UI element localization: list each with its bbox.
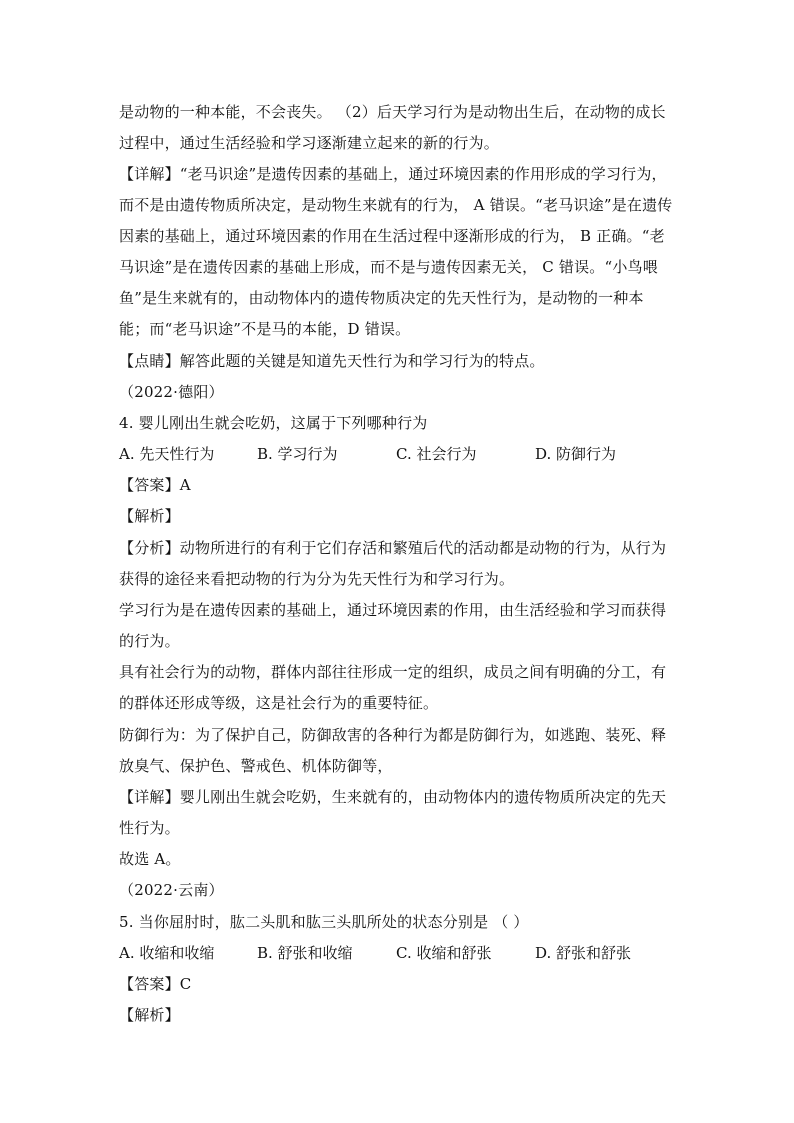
source-tag: （2022·云南）: [119, 881, 224, 899]
text-line: 防御行为：为了保护自己，防御敌害的各种行为都是防御行为，如逃跑、装死、释: [119, 726, 667, 744]
text-line: 的群体还形成等级，这是社会行为的重要特征。: [119, 694, 439, 712]
option-a: A. 先天性行为: [119, 445, 215, 463]
answer-label: 【答案】A: [119, 476, 191, 494]
answer-label: 【答案】C: [119, 975, 192, 993]
text-line: 性行为。: [119, 819, 180, 837]
question-4: 4. 婴儿刚出生就会吃奶，这属于下列哪种行为: [119, 414, 428, 432]
analysis-label: 【解析】: [119, 1006, 180, 1024]
text-line: 马识途”是在遗传因素的基础上形成，而不是与遗传因素无关， C 错误。“小鸟喂: [119, 258, 658, 276]
text-line: 【点睛】解答此题的关键是知道先天性行为和学习行为的特点。: [119, 352, 545, 370]
option-d: D. 舒张和舒张: [535, 944, 632, 962]
option-b: B. 学习行为: [257, 445, 338, 463]
source-tag: （2022·德阳）: [119, 383, 224, 401]
question-4-options: [119, 444, 719, 464]
text-line: 是动物的一种本能，不会丧失。 （2）后天学习行为是动物出生后，在动物的成长: [119, 103, 666, 121]
question-5: 5. 当你屈肘时，肱二头肌和肱三头肌所处的状态分别是 （ ）: [119, 913, 529, 931]
option-a: A. 收缩和收缩: [119, 944, 215, 962]
text-line: 【详解】婴儿刚出生就会吃奶，生来就有的，由动物体内的遗传物质所决定的先天: [119, 788, 667, 806]
analysis-label: 【解析】: [119, 507, 180, 525]
text-line: 而不是由遗传物质所决定，是动物生来就有的行为， A 错误。“老马识途”是在遗传: [119, 196, 673, 214]
text-line: 【详解】“老马识途”是遗传因素的基础上，通过环境因素的作用形成的学习行为，: [119, 165, 667, 183]
option-d: D. 防御行为: [535, 445, 617, 463]
text-line: 学习行为是在遗传因素的基础上，通过环境因素的作用，由生活经验和学习而获得: [119, 601, 667, 619]
text-line: 获得的途径来看把动物的行为分为先天性行为和学习行为。: [119, 570, 515, 588]
conclusion: 故选 A。: [119, 850, 181, 868]
option-c: C. 社会行为: [396, 445, 477, 463]
text-line: 因素的基础上，通过环境因素的作用在生活过程中逐渐形成的行为， B 正确。“老: [119, 227, 665, 245]
text-line: 具有社会行为的动物，群体内部往往形成一定的组织，成员之间有明确的分工，有: [119, 663, 667, 681]
text-line: 过程中，通过生活经验和学习逐渐建立起来的新的行为。: [119, 134, 500, 152]
text-line: 能；而“老马识途”不是马的本能，D 错误。: [119, 320, 411, 338]
text-line: 【分析】动物所进行的有利于它们存活和繁殖后代的活动都是动物的行为，从行为: [119, 539, 667, 557]
text-line: 鱼”是生来就有的，由动物体内的遗传物质决定的先天性行为，是动物的一种本: [119, 289, 644, 307]
text-line: 放臭气、保护色、警戒色、机体防御等，: [119, 757, 393, 775]
option-b: B. 舒张和收缩: [257, 944, 353, 962]
text-line: 的行为。: [119, 632, 180, 650]
question-5-options: [119, 943, 719, 963]
option-c: C. 收缩和舒张: [396, 944, 492, 962]
